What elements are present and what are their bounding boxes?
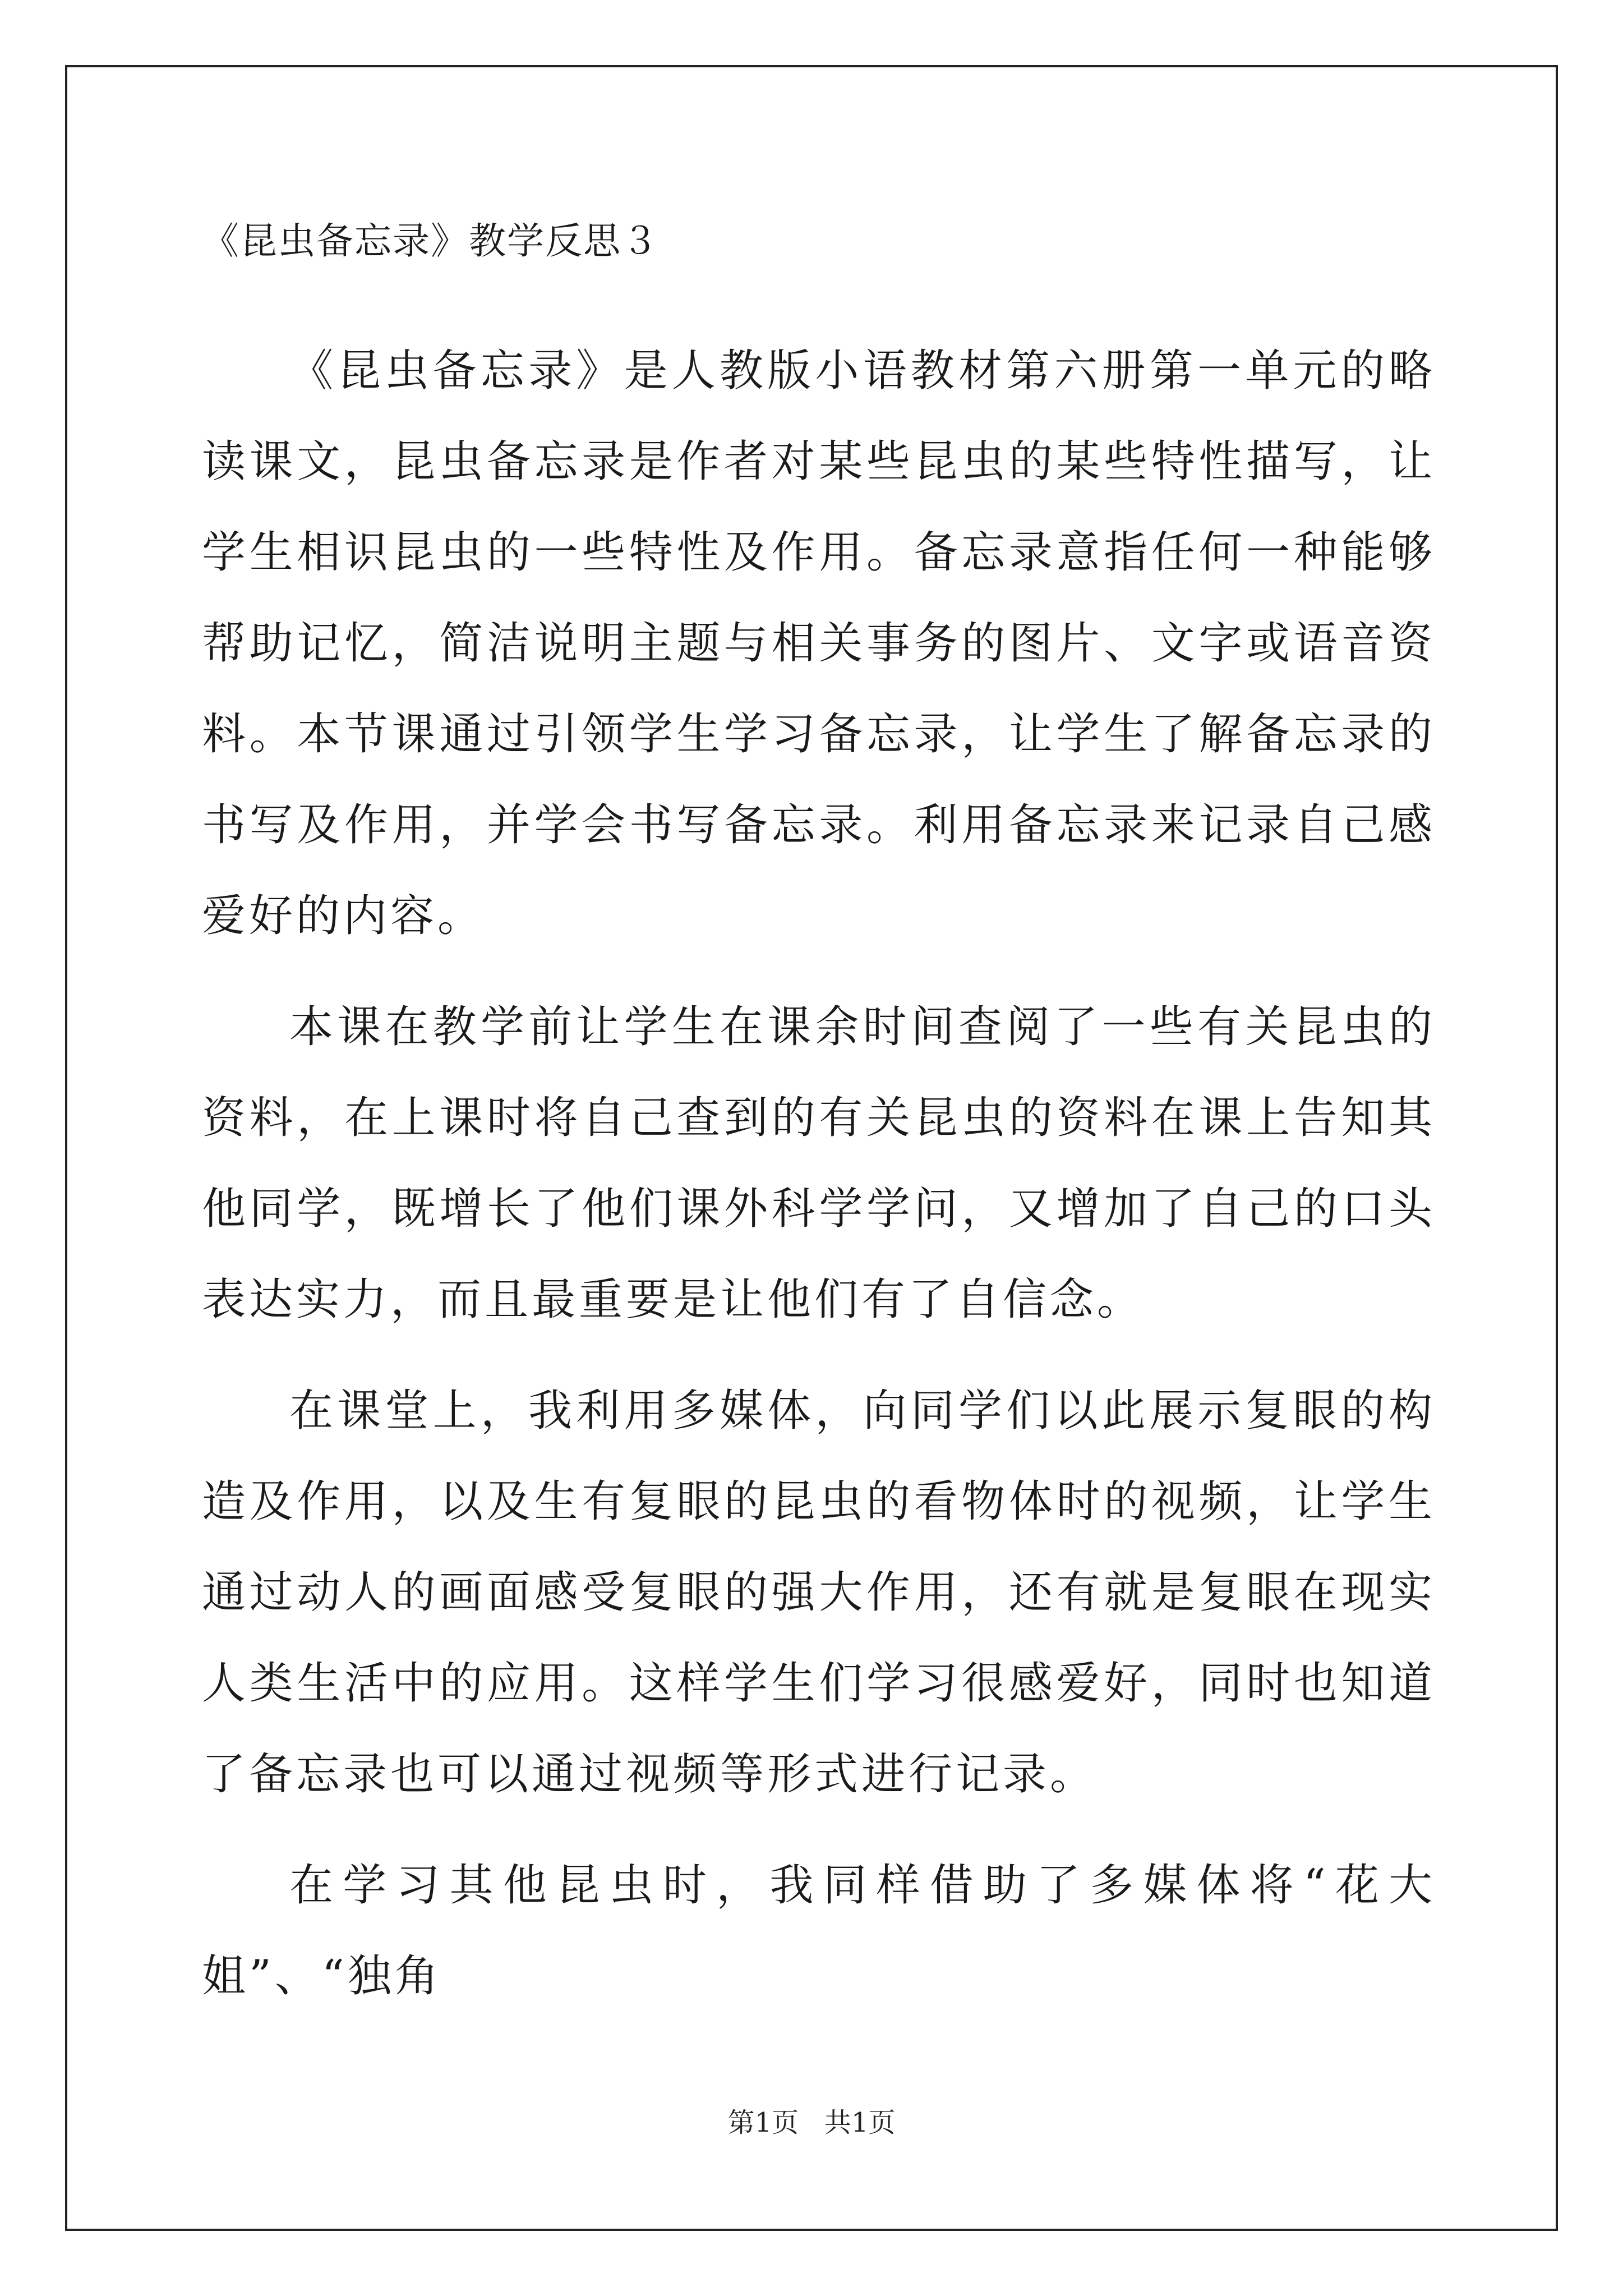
document-title: 《昆虫备忘录》教学反思３ xyxy=(202,219,660,263)
paragraph-3: 在课堂上，我利用多媒体，向同学们以此展示复眼的构造及作用，以及生有复眼的昆虫的看物体时的视频，让学生通过动人的画面感受复眼的强大作用，还有就是复眼在现实人类生活中的应用。这样学生们学习很感爱好，同时也知道了备忘录也可以通过视频等形式进行记录。 xyxy=(202,1386,1436,1800)
page-footer: 第1页 共1页 xyxy=(727,2107,896,2138)
paragraph-4: 在学习其他昆虫时，我同样借助了多媒体将“花大姐”、“独角 xyxy=(202,1860,1436,2001)
paragraph-1: 《昆虫备忘录》是人教版小语教材第六册第一单元的略读课文，昆虫备忘录是作者对某些昆虫的某些特性描写，让学生相识昆虫的一些特性及作用。备忘录意指任何一种能够帮助记忆，简洁说明主题与相关事务的图片、文字或语音资料。本节课通过引领学生学习备忘录，让学生了解备忘录的书写及作用，并学会书写备忘录。利用备忘录来记录自己感爱好的内容。 xyxy=(202,346,1436,941)
document-body xyxy=(202,213,1436,2042)
paragraph-2: 本课在教学前让学生在课余时间查阅了一些有关昆虫的资料，在上课时将自己查到的有关昆虫的资料在课上告知其他同学，既增长了他们课外科学学问，又增加了自己的口头表达实力，而且最重要是让他们有了自信念。 xyxy=(202,1002,1436,1325)
